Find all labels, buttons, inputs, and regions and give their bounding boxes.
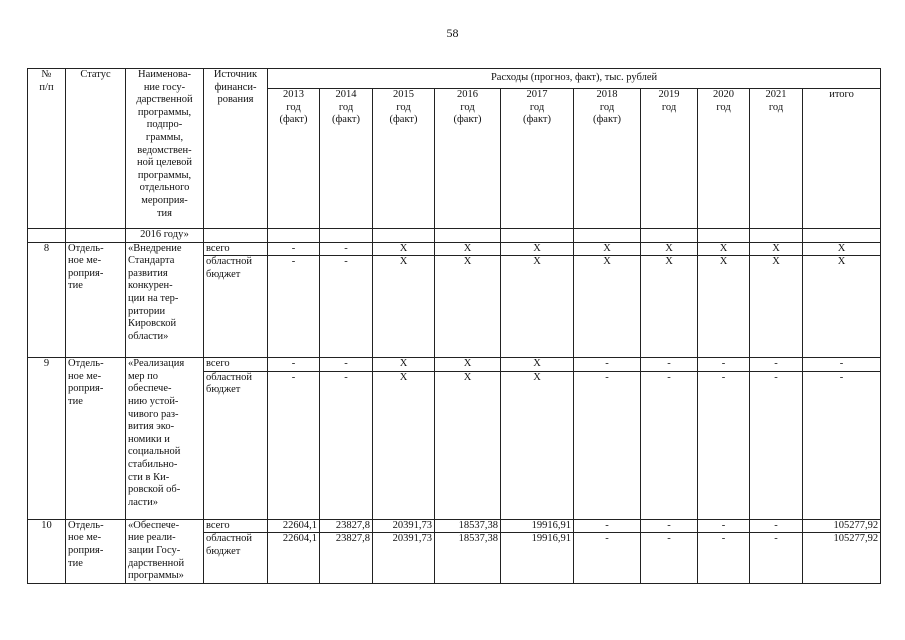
row-funding-source: областной бюджет [204, 371, 268, 519]
row-program-name: «Реализация мер по обеспече- нию устой- чивого раз- вития эко- номики и социальной стабильно- сти в Ки- ровской об- ласти» [126, 358, 204, 520]
row-value-cell: - [698, 533, 750, 583]
row-number: 9 [28, 358, 66, 520]
row-value-cell: X [501, 256, 574, 358]
row-funding-source: областной бюджет [204, 533, 268, 583]
row-funding-source: всего [204, 242, 268, 256]
row-value-cell: X [803, 256, 881, 358]
header-year-2016: 2016 год (факт) [435, 89, 501, 229]
row-value-cell: - [641, 371, 698, 519]
row-value-cell: X [435, 256, 501, 358]
row-value-cell: X [803, 242, 881, 256]
header-year-2019: 2019 год [641, 89, 698, 229]
row-value-cell: X [750, 256, 803, 358]
row-value-cell: - [641, 533, 698, 583]
table-row [28, 242, 881, 256]
row-value-cell: X [435, 358, 501, 372]
row-value-cell: X [373, 256, 435, 358]
row-value-cell: X [574, 256, 641, 358]
row-value-cell: 18537,38 [435, 533, 501, 583]
row-value-cell: X [501, 242, 574, 256]
row-value-cell: X [641, 256, 698, 358]
row-status: Отдель- ное ме- роприя- тие [66, 519, 126, 583]
row-value-cell: - [320, 358, 373, 372]
row-value-cell: X [373, 242, 435, 256]
row-value-cell: - [574, 371, 641, 519]
row-value-cell: X [501, 358, 574, 372]
row-value-cell: - [750, 371, 803, 519]
row-value-cell: X [373, 358, 435, 372]
row-value-cell: X [501, 371, 574, 519]
row-value-cell: - [750, 519, 803, 533]
row-program-name: «Внедрение Стандарта развития конкурен- ции на тер- ритории Кировской области» [126, 242, 204, 358]
header-total: итого [803, 89, 881, 229]
row-value-cell: - [268, 256, 320, 358]
row-value-cell: 20391,73 [373, 519, 435, 533]
row-value-cell: X [698, 242, 750, 256]
row-value-cell: - [750, 358, 803, 372]
row-value-cell: - [698, 358, 750, 372]
row-value-cell: X [435, 242, 501, 256]
row-value-cell: 22604,1 [268, 519, 320, 533]
row-value-cell: - [698, 519, 750, 533]
row-status: Отдель- ное ме- роприя- тие [66, 242, 126, 358]
row-value-cell: - [641, 519, 698, 533]
header-source: Источник финанси- рования [204, 69, 268, 229]
row-value-cell: - [320, 242, 373, 256]
row-value-cell: - [750, 533, 803, 583]
row-value-cell: 23827,8 [320, 519, 373, 533]
row-value-cell: - [803, 358, 881, 372]
row-value-cell: - [268, 371, 320, 519]
row-value-cell: - [320, 371, 373, 519]
row-value-cell: 23827,8 [320, 533, 373, 583]
row-value-cell: 20391,73 [373, 533, 435, 583]
header-year-2017: 2017 год (факт) [501, 89, 574, 229]
header-name: Наименова- ние госу- дарственной программы, подпро- граммы, ведомствен- ной целевой программы, отдельного мероприя- тия [126, 69, 204, 229]
row-value-cell: X [698, 256, 750, 358]
row-value-cell: - [320, 256, 373, 358]
header-year-2020: 2020 год [698, 89, 750, 229]
header-year-2014: 2014 год (факт) [320, 89, 373, 229]
header-num: № п/п [28, 69, 66, 229]
row-funding-source: областной бюджет [204, 256, 268, 358]
row-value-cell: 19916,91 [501, 533, 574, 583]
continuation-row [28, 229, 881, 243]
row-value-cell: 18537,38 [435, 519, 501, 533]
row-funding-source: всего [204, 358, 268, 372]
row-value-cell: X [435, 371, 501, 519]
row-value-cell: - [574, 519, 641, 533]
row-program-name: «Обеспече- ние реали- зации Госу- дарственной программы» [126, 519, 204, 583]
row-value-cell: 19916,91 [501, 519, 574, 533]
row-value-cell: - [574, 358, 641, 372]
row-number: 10 [28, 519, 66, 583]
row-value-cell: X [641, 242, 698, 256]
row-value-cell: - [641, 358, 698, 372]
row-value-cell: 22604,1 [268, 533, 320, 583]
header-year-2018: 2018 год (факт) [574, 89, 641, 229]
row-status: Отдель- ное ме- роприя- тие [66, 358, 126, 520]
header-year-2015: 2015 год (факт) [373, 89, 435, 229]
page-number: 58 [446, 26, 459, 40]
table-row [28, 358, 881, 372]
header-row [28, 69, 881, 89]
row-value-cell: 105277,92 [803, 533, 881, 583]
table-row [28, 519, 881, 533]
header-year-2021: 2021 год [750, 89, 803, 229]
row-value-cell: - [574, 533, 641, 583]
continuation-text: 2016 году» [126, 229, 204, 243]
row-value-cell: X [373, 371, 435, 519]
row-value-cell: X [750, 242, 803, 256]
row-value-cell: - [698, 371, 750, 519]
header-expenses: Расходы (прогноз, факт), тыс. рублей [268, 69, 881, 89]
row-value-cell: X [574, 242, 641, 256]
header-status: Статус [66, 69, 126, 229]
row-value-cell: - [268, 358, 320, 372]
row-value-cell: - [268, 242, 320, 256]
row-value-cell: - [803, 371, 881, 519]
row-funding-source: всего [204, 519, 268, 533]
row-value-cell: 105277,92 [803, 519, 881, 533]
row-number: 8 [28, 242, 66, 358]
header-year-2013: 2013 год (факт) [268, 89, 320, 229]
budget-table [27, 68, 881, 584]
